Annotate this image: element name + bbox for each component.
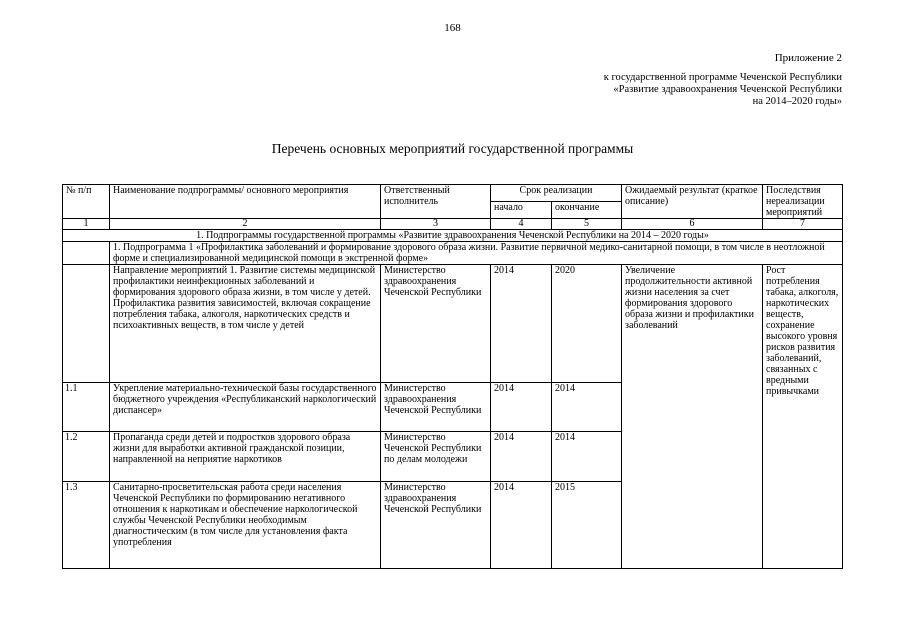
section-row <box>63 230 843 242</box>
row-num: 1.1 <box>63 383 110 432</box>
appendix-line: к государственной программе Чеченской Республики <box>603 72 842 83</box>
header-name: Наименование подпрограммы/ основного мероприятия <box>110 185 381 219</box>
row-num: 1.2 <box>63 432 110 482</box>
table-header-row <box>63 185 843 202</box>
row-executor: Министерство здравоохранения Чеченской Республики <box>381 265 491 383</box>
column-number-row <box>63 219 843 230</box>
header-consequences: Последствия нереализации мероприятий <box>763 185 843 219</box>
subprogram-row <box>63 242 843 265</box>
column-number: 4 <box>491 219 552 230</box>
row-name: Пропаганда среди детей и подростков здорового образа жизни для выработки активной гражданской позиции, направленной на неприятие наркотиков <box>110 432 381 482</box>
appendix-reference <box>604 72 842 108</box>
column-number: 2 <box>110 219 381 230</box>
appendix-title: Приложение 2 <box>774 52 842 64</box>
subprogram-num-cell <box>63 242 110 265</box>
row-executor: Министерство здравоохранения Чеченской Республики <box>381 383 491 432</box>
column-number: 6 <box>622 219 763 230</box>
subprogram-title: 1. Подпрограмма 1 «Профилактика заболеваний и формирование здорового образа жизни. Развитие первичной медико-санитарной помощи, в том числе в неотложной форме и специализированной медицинской помощи в экстренной форме» <box>110 242 843 265</box>
row-consequences: Рост потребления табака, алкоголя, наркотических веществ, сохранение высокого уровня рисков развития заболеваний, связанных с вредными привычками <box>763 265 843 569</box>
header-start: начало <box>491 202 552 219</box>
column-number: 1 <box>63 219 110 230</box>
row-executor: Министерство здравоохранения Чеченской Республики <box>381 482 491 569</box>
row-executor: Министерство Чеченской Республики по делам молодежи <box>381 432 491 482</box>
row-end: 2020 <box>552 265 622 383</box>
activities-table <box>62 184 843 569</box>
row-num <box>63 265 110 383</box>
row-result: Увеличение продолжительности активной жизни населения за счет формирования здорового образа жизни и профилактики заболеваний <box>622 265 763 569</box>
row-start: 2014 <box>491 482 552 569</box>
appendix-line: на 2014–2020 годы» <box>752 96 842 107</box>
header-executor: Ответственный исполнитель <box>381 185 491 219</box>
row-start: 2014 <box>491 432 552 482</box>
row-end: 2015 <box>552 482 622 569</box>
row-name: Направление мероприятий 1. Развитие системы медицинской профилактики неинфекционных заболеваний и формирования здорового образа жизни, в том числе у детей. Профилактика развития зависимостей, включая сокращение потребления табака, алкоголя, наркотических средств и психоактивных веществ, в том числе у детей <box>110 265 381 383</box>
row-end: 2014 <box>552 432 622 482</box>
header-end: окончание <box>552 202 622 219</box>
column-number: 5 <box>552 219 622 230</box>
column-number: 7 <box>763 219 843 230</box>
row-name: Санитарно-просветительская работа среди населения Чеченской Республики по формированию негативного отношения к наркотикам и обеспечение наркологической службы Чеченской Республики необходимым диагностическим (в том числе для установления факта употребления <box>110 482 381 569</box>
header-period: Срок реализации <box>491 185 622 202</box>
row-start: 2014 <box>491 265 552 383</box>
row-num: 1.3 <box>63 482 110 569</box>
column-number: 3 <box>381 219 491 230</box>
table-row <box>63 265 843 383</box>
appendix-line: «Развитие здравоохранения Чеченской Республики <box>613 84 842 95</box>
row-start: 2014 <box>491 383 552 432</box>
row-name: Укрепление материально-технической базы государственного бюджетного учреждения «Республиканский наркологический диспансер» <box>110 383 381 432</box>
document-title: Перечень основных мероприятий государственной программы <box>271 141 634 156</box>
page-number: 168 <box>444 22 461 34</box>
section-title: 1. Подпрограммы государственной программы «Развитие здравоохранения Чеченской Республики на 2014 – 2020 годы» <box>63 230 843 242</box>
header-result: Ожидаемый результат (краткое описание) <box>622 185 763 219</box>
header-num: № п/п <box>63 185 110 219</box>
row-end: 2014 <box>552 383 622 432</box>
